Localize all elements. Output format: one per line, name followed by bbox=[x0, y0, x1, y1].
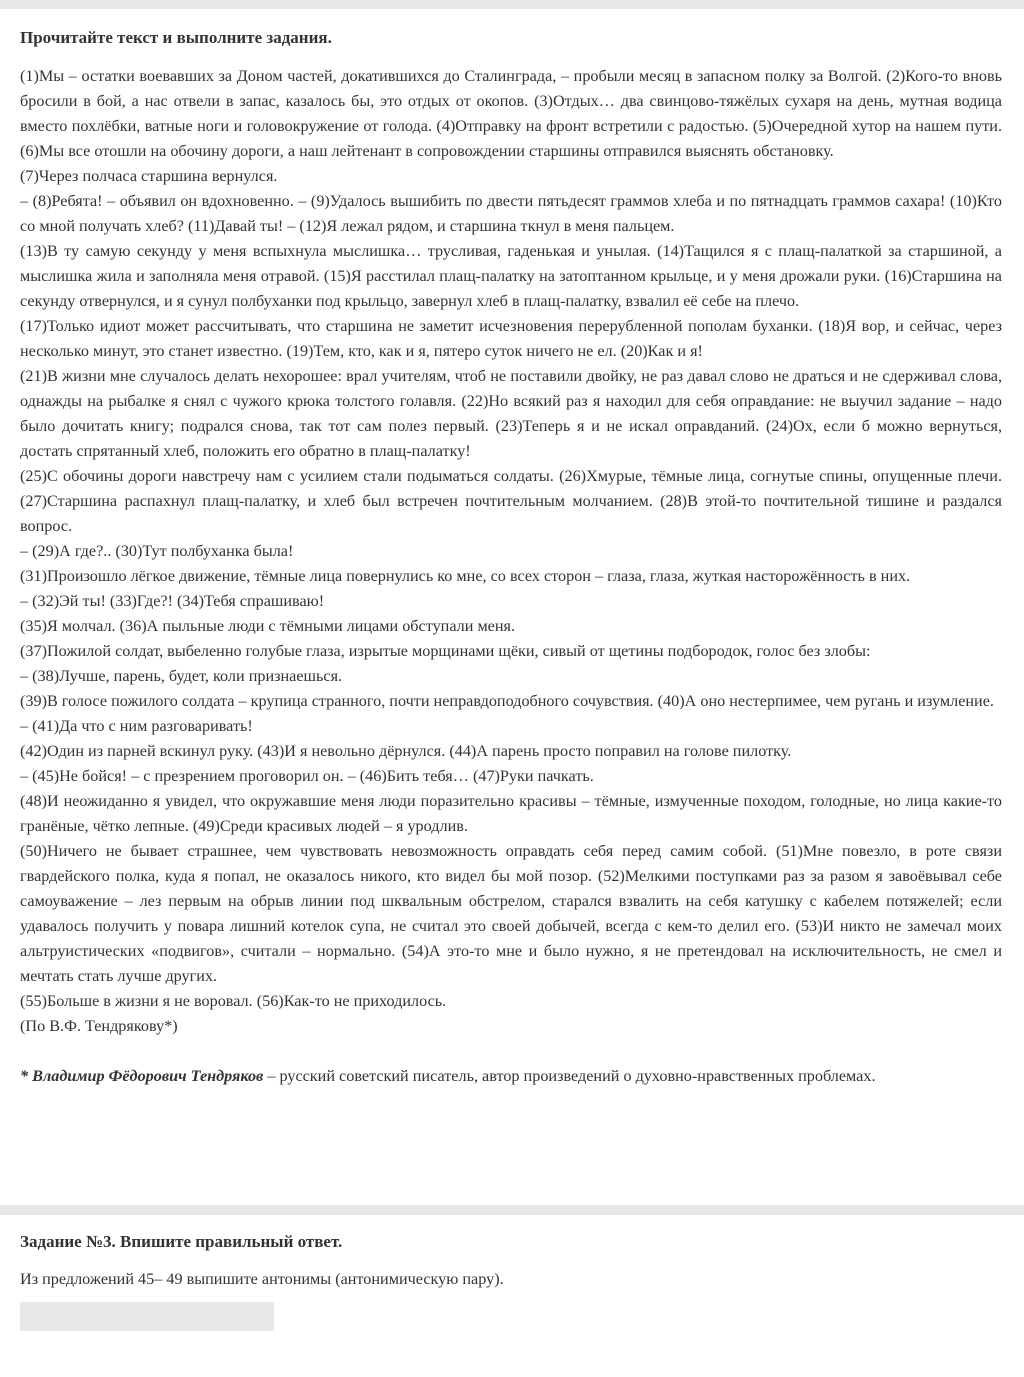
text-paragraph: (По В.Ф. Тендрякову*) bbox=[20, 1017, 178, 1035]
text-paragraph: (35)Я молчал. (36)А пыльные люди с тёмными лицами обступали меня. bbox=[20, 617, 516, 635]
text-paragraph: (55)Больше в жизни я не воровал. (56)Как-то не приходилось. bbox=[20, 992, 447, 1010]
task-section bbox=[20, 1231, 1002, 1290]
task-instruction: Из предложений 45– 49 выпишите антонимы (антонимическую пару). bbox=[20, 1270, 504, 1288]
text-paragraph: – (38)Лучше, парень, будет, коли признаешься. bbox=[20, 667, 343, 685]
text-paragraph: (25)С обочины дороги навстречу нам с усилием стали подыматься солдаты. (26)Хмурые, тёмные лица, согнутые спины, опущенные плечи. (27)Старшина распахнул плащ-палатку, и хлеб был встречен почтительным молчанием. (28)В этой-то почтительной тишине и раздался вопрос. bbox=[20, 467, 1002, 535]
section-divider bbox=[0, 1205, 1024, 1215]
text-paragraph: (31)Произошло лёгкое движение, тёмные лица повернулись ко мне, со всех сторон – глаза, глаза, жуткая насторожённость в них. bbox=[20, 567, 911, 585]
text-paragraph: – (32)Эй ты! (33)Где?! (34)Тебя спрашиваю! bbox=[20, 592, 325, 610]
text-paragraph: – (29)А где?.. (30)Тут полбуханка была! bbox=[20, 542, 294, 560]
text-paragraph: (1)Мы – остатки воевавших за Доном частей, докатившихся до Сталинграда, – пробыли месяц в запасном полку за Волгой. (2)Кого-то вновь бросили в бой, а нас отвели в запас, казалось бы, это отдых от окопов. (3)Отдых… два свинцово-тяжёлых сухаря на день, мутная водица вместо похлёбки, ватные ноги и головокружение от голода. (4)Отправку на фронт встретили с радостью. (5)Очередной хутор на нашем пути. (6)Мы все отошли на обочину дороги, а наш лейтенант в сопровождении старшины отправился выяснять обстановку. bbox=[20, 67, 1002, 160]
reading-text-body bbox=[20, 64, 1002, 1039]
task-title: Задание №3. Впишите правильный ответ. bbox=[20, 1232, 343, 1251]
text-paragraph: (39)В голосе пожилого солдата – крупица странного, почти неправдоподобного сочувствия. (40)А оно нестерпимее, чем ругань и изумление. bbox=[20, 692, 994, 710]
text-paragraph: (17)Только идиот может рассчитывать, что старшина не заметит исчезновения перерубленной пополам буханки. (18)Я вор, и сейчас, через несколько минут, это станет известно. (19)Тем, кто, как и я, пятеро суток ничего не ел. (20)Как и я! bbox=[20, 317, 1002, 360]
reading-text-section bbox=[20, 27, 1002, 1089]
top-divider bbox=[0, 0, 1024, 9]
text-paragraph: (37)Пожилой солдат, выбеленно голубые глаза, изрытые морщинами щёки, сивый от щетины подбородок, голос без злобы: bbox=[20, 642, 871, 660]
answer-input[interactable] bbox=[20, 1302, 274, 1331]
footnote-author-description: – русский советский писатель, автор произведений о духовно-нравственных проблемах. bbox=[263, 1067, 876, 1085]
text-paragraph: (21)В жизни мне случалось делать нехорошее: врал учителям, чтоб не поставили двойку, не раз давал слово не драться и не сдерживал слова, однажды на рыбалке я снял с чужого крюка толстого голавля. (22)Но всякий раз я находил для себя оправдание: не выучил задание – надо было дочитать книгу; подрался снова, так тот сам полез первый. (23)Теперь я и не искал оправданий. (24)Ох, если б можно вернуться, достать спрятанный хлеб, положить его обратно в плащ-палатку! bbox=[20, 367, 1002, 460]
text-paragraph: (13)В ту самую секунду у меня вспыхнула мыслишка… трусливая, гаденькая и унылая. (14)Тащился я с плащ-палаткой за старшиной, а мыслишка жила и заполняла меня отравой. (15)Я расстилал плащ-палатку на затоптанном крыльце, и у меня дрожали руки. (16)Старшина на секунду отвернулся, и я сунул полбуханки под крыльцо, завернул хлеб в плащ-палатку, взвалил её себе на плечо. bbox=[20, 242, 1002, 310]
text-paragraph: – (8)Ребята! – объявил он вдохновенно. – (9)Удалось вышибить по двести пятьдесят граммов хлеба и по пятнадцать граммов сахара! (10)Кто со мной получать хлеб? (11)Давай ты! – (12)Я лежал рядом, и старшина ткнул в меня пальцем. bbox=[20, 192, 1002, 235]
text-paragraph: (48)И неожиданно я увидел, что окружавшие меня люди поразительно красивы – тёмные, измученные походом, голодные, но лица какие-то гранёные, чётко лепные. (49)Среди красивых людей – я уродлив. bbox=[20, 792, 1002, 835]
text-paragraph: (50)Ничего не бывает страшнее, чем чувствовать невозможность оправдать себя перед самим собой. (51)Мне повезло, в роте связи гвардейского полка, куда я попал, не оказалось никого, кто видел бы мой позор. (52)Мелкими поступками раз за разом я завоёвывал себе самоуважение – лез первым на обрыв линии под шквальным обстрелом, старался взвалить на себя катушку с кабелем потяжелей; если удавалось получить у повара лишний котелок супа, не считал это своей добычей, всегда с кем-то делил его. (53)И никто не замечал моих альтруистических «подвигов», считали – нормально. (54)А это-то мне и было нужно, я не претендовал на исключительность, не смел и мечтать стать лучше других. bbox=[20, 842, 1002, 985]
text-paragraph: – (41)Да что с ним разговаривать! bbox=[20, 717, 253, 735]
author-footnote bbox=[20, 1064, 1002, 1089]
text-paragraph: – (45)Не бойся! – с презрением проговорил он. – (46)Бить тебя… (47)Руки пачкать. bbox=[20, 767, 594, 785]
text-paragraph: (42)Один из парней вскинул руку. (43)И я невольно дёрнулся. (44)А парень просто поправил на голове пилотку. bbox=[20, 742, 792, 760]
footnote-author-name: * Владимир Фёдорович Тендряков bbox=[20, 1067, 264, 1085]
text-paragraph: (7)Через полчаса старшина вернулся. bbox=[20, 167, 278, 185]
reading-instruction-heading: Прочитайте текст и выполните задания. bbox=[20, 28, 332, 47]
